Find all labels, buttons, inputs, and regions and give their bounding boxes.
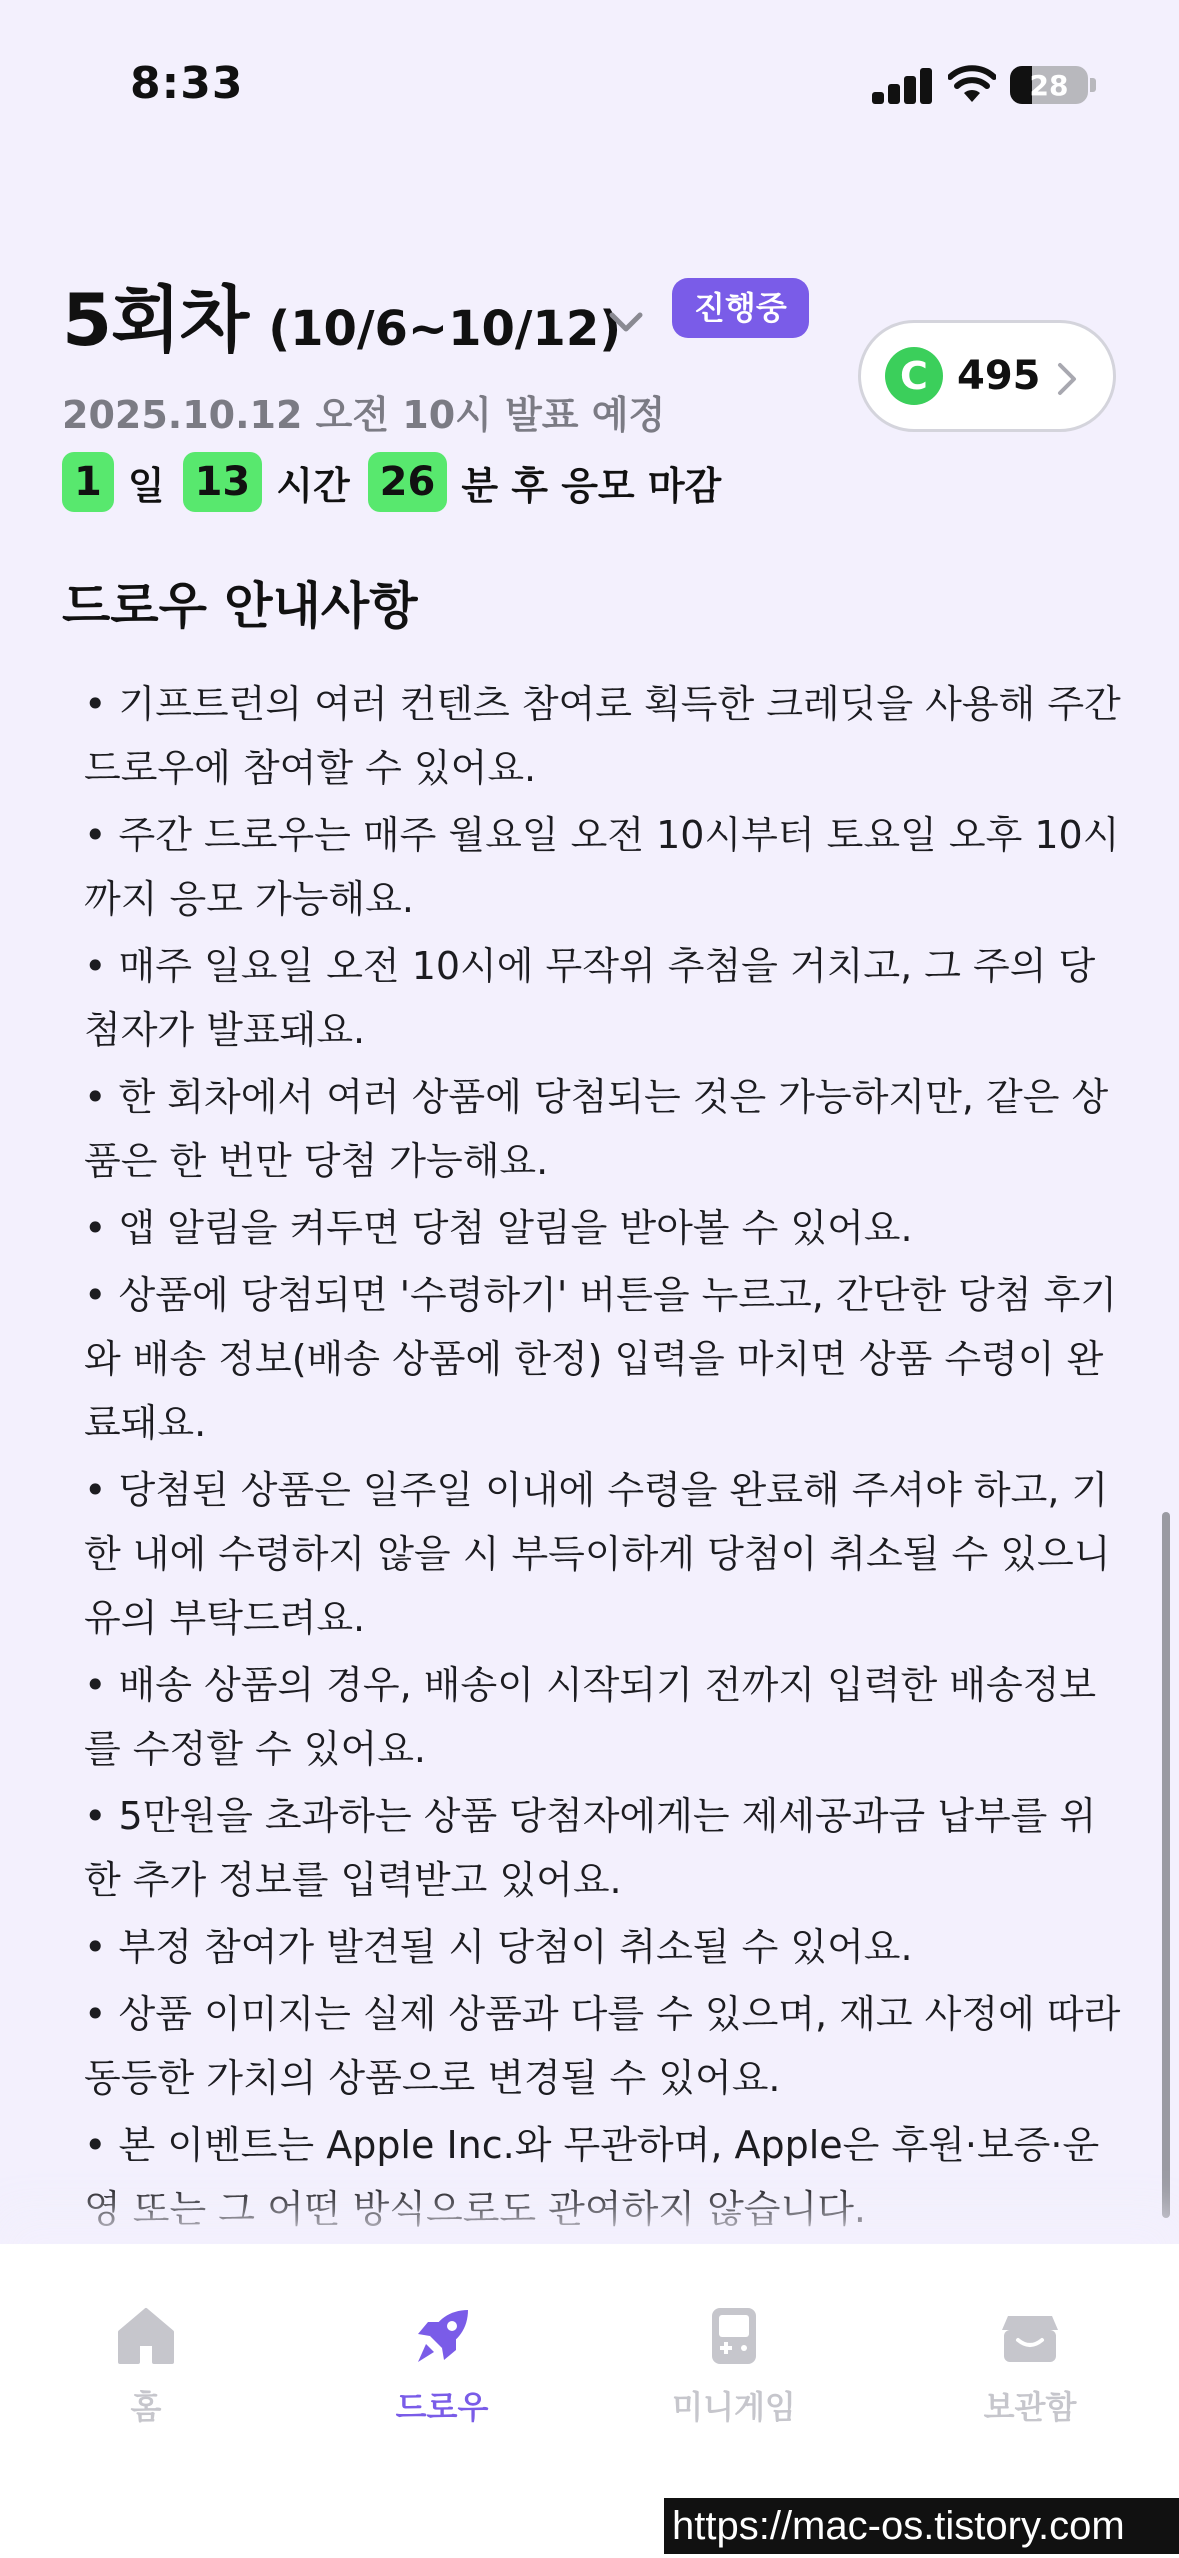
battery-tip [1090, 78, 1096, 92]
rocket-icon [410, 2304, 474, 2368]
tab-home[interactable] [46, 2304, 246, 2428]
notice-item: • 부정 참여가 발견될 시 당첨이 취소될 수 있어요. [84, 1915, 1124, 1979]
gameboy-icon [702, 2304, 766, 2368]
tab-label-home: 홈 [130, 2388, 162, 2426]
notice-item: • 한 회차에서 여러 상품에 당첨되는 것은 가능하지만, 같은 상품은 한 번만 당첨 가능해요. [84, 1065, 1124, 1193]
battery-icon [1010, 66, 1088, 104]
notice-item: • 매주 일요일 오전 10시에 무작위 추첨을 거치고, 그 주의 당첨자가 발표돼요. [84, 934, 1124, 1062]
tab-label-storage: 보관함 [983, 2388, 1077, 2426]
wifi-icon [948, 64, 996, 104]
notice-item: • 상품에 당첨되면 '수령하기' 버튼을 누르고, 간단한 당첨 후기와 배송 정보(배송 상품에 한정) 입력을 마치면 상품 수령이 완료돼요. [84, 1263, 1124, 1455]
round-selector[interactable] [62, 262, 621, 366]
status-bar [0, 0, 1179, 170]
tab-label-draw: 드로우 [395, 2388, 489, 2426]
tab-draw[interactable] [342, 2304, 542, 2428]
credit-balance-button[interactable] [858, 320, 1116, 432]
countdown [62, 452, 739, 512]
countdown-minutes-unit: 분 후 응모 마감 [461, 463, 722, 508]
status-badge: 진행중 [672, 278, 809, 338]
chevron-down-icon[interactable] [604, 300, 648, 344]
announce-date: 2025.10.12 오전 10시 발표 예정 [62, 393, 666, 437]
chevron-right-icon [1055, 359, 1079, 399]
credit-coin-icon: C [885, 347, 943, 405]
notice-list [84, 672, 1124, 2244]
watermark: https://mac-os.tistory.com [664, 2498, 1179, 2554]
notice-item: • 주간 드로우는 매주 월요일 오전 10시부터 토요일 오후 10시까지 응모 가능해요. [84, 803, 1124, 931]
notice-title: 드로우 안내사항 [62, 577, 418, 635]
notice-item: • 배송 상품의 경우, 배송이 시작되기 전까지 입력한 배송정보를 수정할 수 있어요. [84, 1653, 1124, 1781]
round-date-range: (10/6~10/12) [268, 301, 622, 357]
scrollbar[interactable] [1162, 1512, 1170, 2218]
notice-item: • 기프트런의 여러 컨텐츠 참여로 획득한 크레딧을 사용해 주간 드로우에 참여할 수 있어요. [84, 672, 1124, 800]
notice-item: • 앱 알림을 켜두면 당첨 알림을 받아볼 수 있어요. [84, 1196, 1124, 1260]
notice-item: • 당첨된 상품은 일주일 이내에 수령을 완료해 주셔야 하고, 기한 내에 수령하지 않을 시 부득이하게 당첨이 취소될 수 있으니 유의 부탁드려요. [84, 1458, 1124, 1650]
status-time: 8:33 [130, 58, 244, 109]
notice-item: • 5만원을 초과하는 상품 당첨자에게는 제세공과금 납부를 위한 추가 정보를 입력받고 있어요. [84, 1784, 1124, 1912]
countdown-days: 1 [62, 452, 114, 512]
tab-label-minigame: 미니게임 [672, 2388, 796, 2426]
tab-storage[interactable] [930, 2304, 1130, 2428]
notice-item: • 상품 이미지는 실제 상품과 다를 수 있으며, 재고 사정에 따라 동등한 가치의 상품으로 변경될 수 있어요. [84, 1982, 1124, 2110]
battery-percent: 28 [1029, 69, 1069, 102]
notice-item: • 본 이벤트는 Apple Inc.와 무관하며, Apple은 후원·보증·운영 또는 그 어떤 방식으로도 관여하지 않습니다. [84, 2113, 1124, 2241]
countdown-hours: 13 [183, 452, 263, 512]
cellular-signal-icon [872, 68, 934, 104]
round-title: 5회차 [62, 278, 249, 362]
countdown-minutes: 26 [368, 452, 448, 512]
countdown-days-unit: 일 [127, 463, 165, 508]
countdown-hours-unit: 시간 [276, 463, 350, 508]
home-icon [114, 2304, 178, 2368]
tab-minigame[interactable] [634, 2304, 834, 2428]
archive-box-icon [998, 2304, 1062, 2368]
credit-value: 495 [957, 353, 1041, 399]
